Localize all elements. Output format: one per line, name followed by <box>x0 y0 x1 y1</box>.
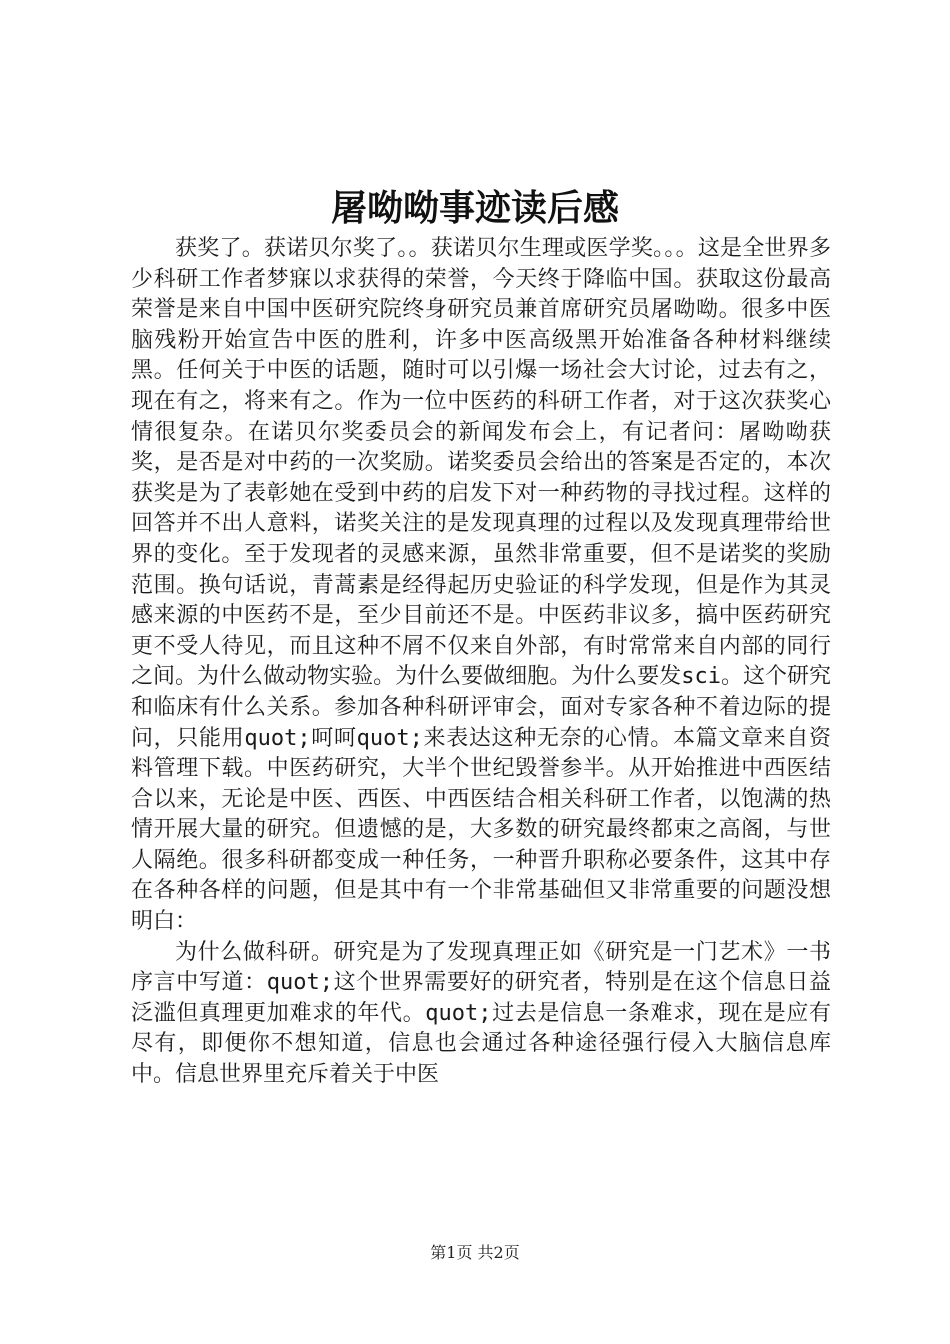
paragraph: 获奖了。获诺贝尔奖了。。获诺贝尔生理或医学奖。。。这是全世界多少科研工作者梦寐以求获得的荣誉，今天终于降临中国。获取这份最高荣誉是来自中国中医研究院终身研究员兼首席研究员屠呦呦。很多中医脑残粉开始宣告中医的胜利，许多中医高级黑开始准备各种材料继续黑。任何关于中医的话题，随时可以引爆一场社会大讨论，过去有之，现在有之，将来有之。作为一位中医药的科研工作者，对于这次获奖心情很复杂。在诺贝尔奖委员会的新闻发布会上，有记者问：屠呦呦获奖，是否是对中药的一次奖励。诺奖委员会给出的答案是否定的，本次获奖是为了表彰她在受到中药的启发下对一种药物的寻找过程。这样的回答并不出人意料，诺奖关注的是发现真理的过程以及发现真理带给世界的变化。至于发现者的灵感来源，虽然非常重要，但不是诺奖的奖励范围。换句话说，青蒿素是经得起历史验证的科学发现，但是作为其灵感来源的中医药不是，至少目前还不是。中医药非议多，搞中医药研究更不受人待见，而且这种不屑不仅来自外部，有时常常来自内部的同行之间。为什么做动物实验。为什么要做细胞。为什么要发sci。这个研究和临床有什么关系。参加各种科研评审会，面对专家各种不着边际的提问，只能用quot;呵呵quot;来表达这种无奈的心情。本篇文章来自资料管理下载。中医药研究，大半个世纪毁誉参半。从开始推进中西医结合以来，无论是中医、西医、中西医结合相关科研工作者，以饱满的热情开展大量的研究。但遗憾的是，大多数的研究最终都束之高阁，与世人隔绝。很多科研都变成一种任务，一种晋升职称必要条件，这其中存在各种各样的问题，但是其中有一个非常基础但又非常重要的问题没想明白： <box>131 236 831 935</box>
paragraph: 为什么做科研。研究是为了发现真理正如《研究是一门艺术》一书序言中写道：quot;这个世界需要好的研究者，特别是在这个信息日益泛滥但真理更加难求的年代。quot;过去是信息一条难求，现在是应有尽有，即便你不想知道，信息也会通过各种途径强行侵入大脑信息库中。信息世界里充斥着关于中医 <box>131 939 831 1088</box>
page-number-footer: 第1页 共2页 <box>430 1243 520 1262</box>
document-body <box>131 234 831 1091</box>
document-title: 屠呦呦事迹读后感 <box>330 187 619 229</box>
